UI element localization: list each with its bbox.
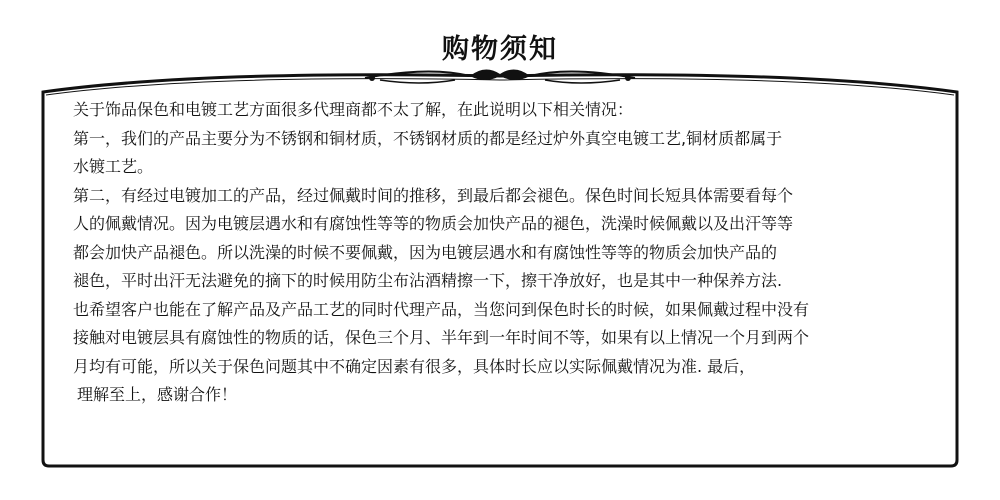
page-title: 购物须知 — [442, 34, 558, 65]
notice-line: 水镀工艺。 — [73, 157, 154, 176]
frame-border-shadow — [46, 79, 954, 95]
notice-line: 第二，有经过电镀加工的产品，经过佩戴时间的推移，到最后都会褪色。保色时间长短具体需要看每个 — [73, 185, 794, 205]
notice-line: 月均有可能，所以关于保色问题其中不确定因素有很多，具体时长应以实际佩戴情况为准. 最后， — [73, 356, 756, 376]
notice-line: 关于饰品保色和电镀工艺方面很多代理商都不太了解，在此说明以下相关情况： — [73, 100, 634, 119]
notice-line: 也希望客户也能在了解产品及产品工艺的同时代理产品，当您问到保色时长的时候，如果佩戴过程中没有 — [73, 299, 810, 319]
notice-line: 人的佩戴情况。因为电镀层遇水和有腐蚀性等等的物质会加快产品的褪色，洗澡时候佩戴以及出汗等等 — [73, 214, 794, 233]
notice-line: 都会加快产品褪色。所以洗澡的时候不要佩戴，因为电镀层遇水和有腐蚀性等等的物质会加快产品的 — [73, 242, 778, 262]
notice-line: 第一，我们的产品主要分为不锈钢和铜材质，不锈钢材质的都是经过炉外真空电镀工艺,铜材质都属于 — [73, 128, 783, 148]
notice-line: 理解至上，感谢合作！ — [77, 385, 238, 404]
notice-body — [73, 96, 963, 410]
notice-line: 接触对电镀层具有腐蚀性的物质的话，保色三个月、半年到一年时间不等，如果有以上情况一个月到两个 — [73, 328, 810, 347]
notice-line: 褪色，平时出汗无法避免的摘下的时候用防尘布沾酒精擦一下，擦干净放好，也是其中一种保养方法. — [73, 271, 783, 290]
